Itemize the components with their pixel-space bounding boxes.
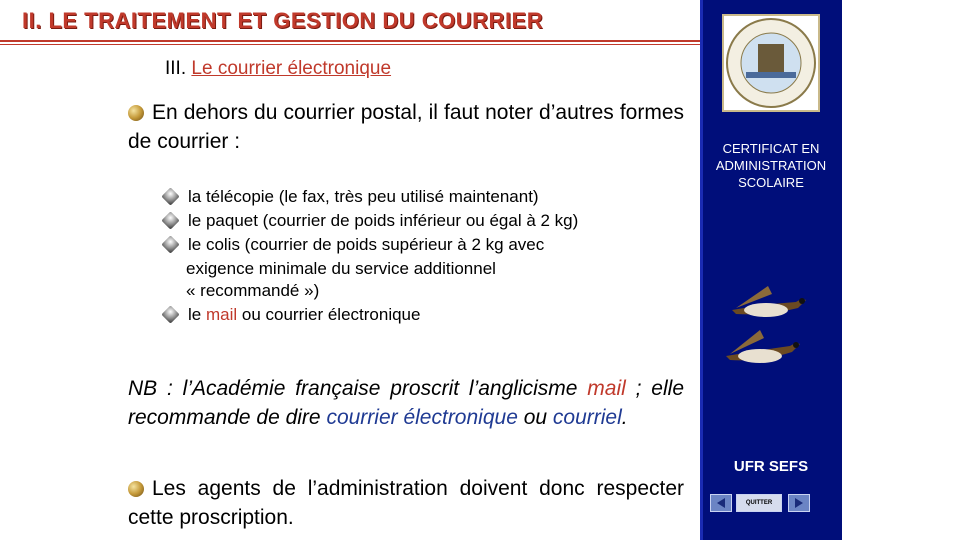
title-divider-thin bbox=[0, 44, 718, 45]
certificate-label: CERTIFICAT EN ADMINISTRATION SCOLAIRE bbox=[715, 141, 827, 190]
geese-illustration bbox=[706, 280, 836, 380]
intro-text: En dehors du courrier postal, il faut noter d’autres formes de courrier : bbox=[128, 101, 684, 153]
section-subtitle bbox=[165, 58, 391, 80]
list-item-continuation: exigence minimale du service additionnel bbox=[186, 259, 496, 278]
seal-graphic bbox=[724, 16, 818, 110]
subtitle-number: III. bbox=[165, 58, 192, 79]
next-slide-button[interactable] bbox=[788, 494, 810, 512]
bullet-icon bbox=[128, 481, 144, 497]
mail-types-list bbox=[162, 186, 662, 328]
ufr-label: UFR SEFS bbox=[733, 458, 809, 475]
university-seal-logo bbox=[722, 14, 820, 112]
intro-paragraph bbox=[128, 98, 684, 156]
arrow-left-icon bbox=[711, 495, 731, 511]
goose-top bbox=[732, 286, 806, 317]
bullet-icon bbox=[161, 305, 179, 323]
goose-bottom bbox=[726, 330, 800, 363]
nb-note: NB : l’Académie française proscrit l’anglicisme mail ; elle recommande de dire courrier électronique ou courriel. bbox=[128, 377, 684, 429]
list-item-continuation: « recommandé ») bbox=[186, 281, 320, 300]
closing-text: Les agents de l’administration doivent donc respecter cette proscription. bbox=[128, 477, 684, 529]
quit-button[interactable]: QUITTER bbox=[736, 494, 782, 512]
closing-paragraph bbox=[128, 474, 684, 532]
list-item: le mail ou courrier électronique bbox=[162, 304, 662, 326]
slide-title: II. LE TRAITEMENT ET GESTION DU COURRIER bbox=[22, 8, 544, 33]
bullet-icon bbox=[161, 187, 179, 205]
bullet-icon bbox=[161, 211, 179, 229]
list-item: la télécopie (le fax, très peu utilisé maintenant) bbox=[162, 186, 662, 208]
arrow-right-icon bbox=[789, 495, 809, 511]
list-item: le paquet (courrier de poids inférieur ou égal à 2 kg) bbox=[162, 210, 662, 232]
list-item: le colis (courrier de poids supérieur à 2 kg avec bbox=[162, 234, 662, 256]
bullet-icon bbox=[161, 235, 179, 253]
title-divider bbox=[0, 40, 718, 42]
subtitle-text: Le courrier électronique bbox=[191, 58, 392, 79]
bullet-icon bbox=[128, 105, 144, 121]
previous-slide-button[interactable] bbox=[710, 494, 732, 512]
